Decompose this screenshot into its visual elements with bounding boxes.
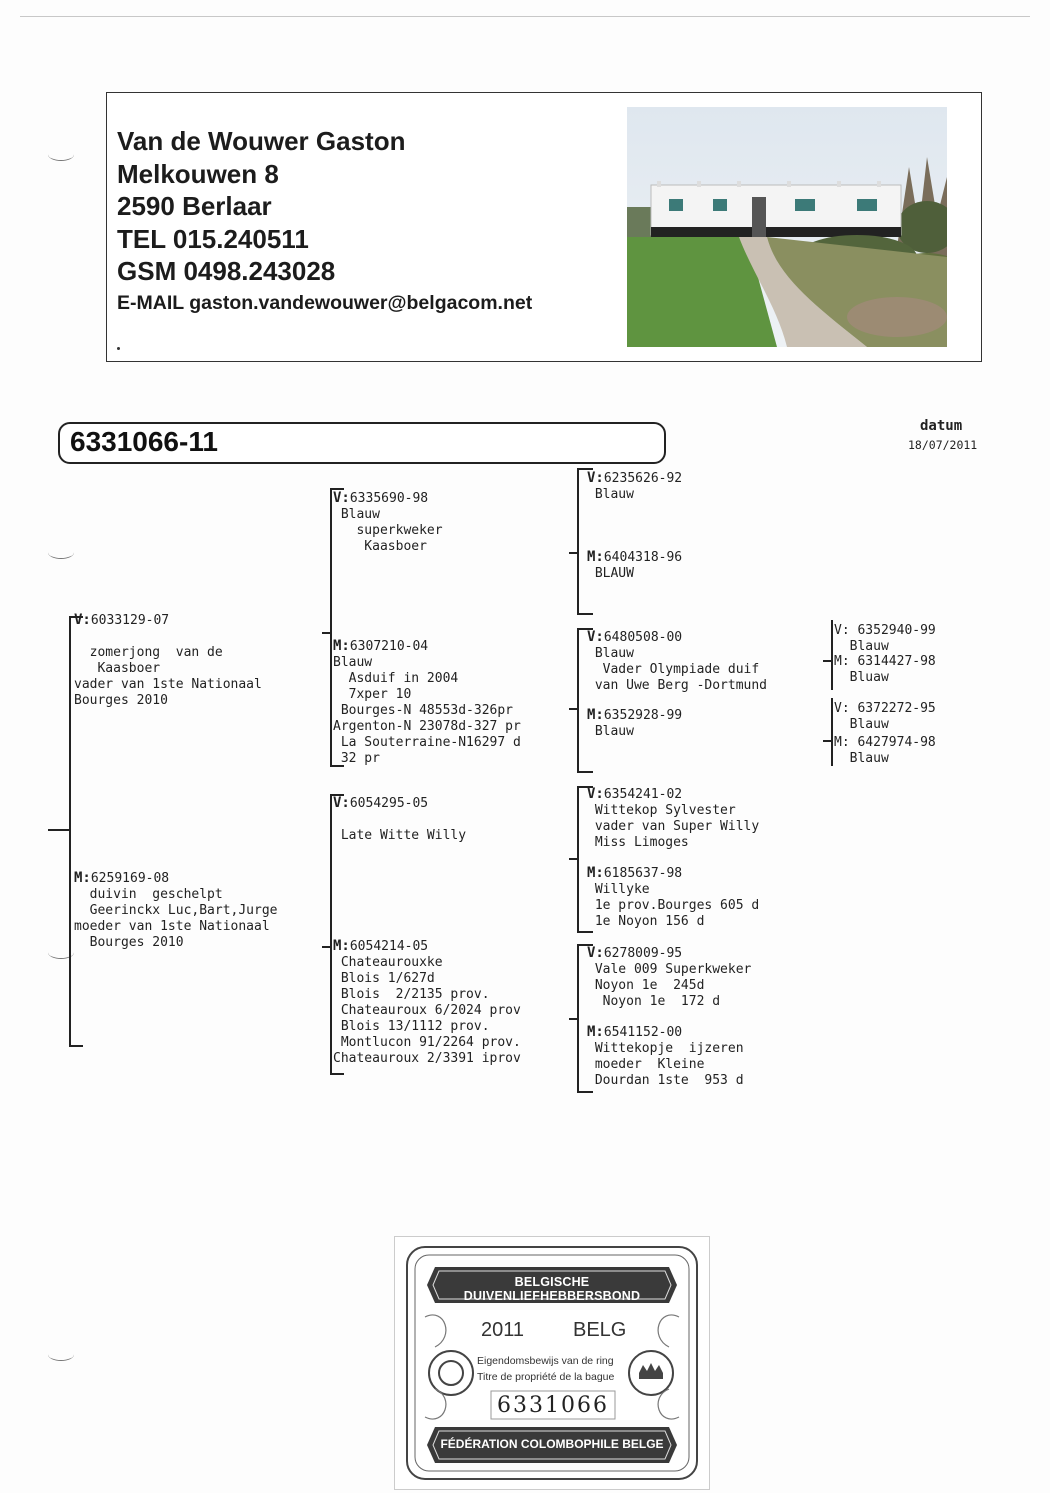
punch-hole <box>48 546 74 559</box>
punch-hole <box>48 1348 74 1361</box>
connector <box>322 632 331 634</box>
pedigree-grandmother-paternal: M:6307210-04 Blauw Asduif in 2004 7xper 10 Bourges-N 48553d-326pr Argenton-N 23078d-327 pr La Souterraine-N16297 d 32 pr <box>333 638 521 766</box>
owner-email: E-MAIL gaston.vandewouwer@belgacom.net <box>117 291 533 314</box>
owner-address <box>117 125 532 318</box>
pedigree-gen4-1: V: 6352940-99 Blauw <box>834 623 936 654</box>
pedigree-ggf-3: V:6354241-02 Wittekop Sylvester vader van Super Willy Miss Limoges <box>587 786 760 850</box>
connector <box>330 794 332 1074</box>
card-top-banner: BELGISCHE DUIVENLIEFHEBBERSBOND <box>463 1275 641 1303</box>
connector <box>823 660 832 662</box>
connector <box>569 1018 578 1020</box>
connector <box>569 858 578 860</box>
connector <box>577 468 579 614</box>
pedigree-mother: M:6259169-08 duivin geschelpt Geerinckx Luc,Bart,Jurge moeder van 1ste Nationaal Bourges 2010 <box>74 870 278 950</box>
card-year: 2011 <box>481 1319 525 1341</box>
pedigree-grandfather-maternal: V:6054295-05 Late Witte Willy <box>333 795 467 843</box>
pedigree-ggm-2: M:6352928-99 Blauw <box>587 707 683 739</box>
connector <box>577 1091 593 1093</box>
owner-name: Van de Wouwer Gaston <box>117 126 406 156</box>
pedigree-grandfather-paternal: V:6335690-98 Blauw superkweker Kaasboer <box>333 490 443 554</box>
connector <box>823 740 832 742</box>
pedigree-ggf-1: V:6235626-92 Blauw <box>587 470 683 502</box>
card-country: BELG <box>573 1319 627 1341</box>
card-ring-number: 6331066 <box>497 1393 609 1418</box>
card-line-fr: Titre de propriété de la bague <box>477 1371 615 1383</box>
connector <box>831 620 833 690</box>
owner-city: 2590 Berlaar <box>117 191 272 221</box>
connector <box>569 708 578 710</box>
connector <box>330 1073 344 1075</box>
pedigree-ggm-4: M:6541152-00 Wittekopje ijzeren moeder Kleine Dourdan 1ste 953 d <box>587 1024 744 1088</box>
connector <box>577 613 593 615</box>
connector <box>69 1045 83 1047</box>
card-line-nl: Eigendomsbewijs van de ring <box>477 1355 614 1367</box>
connector <box>569 552 578 554</box>
owner-header <box>106 92 982 362</box>
top-rule <box>20 16 1030 17</box>
connector <box>48 829 70 831</box>
connector <box>831 698 833 766</box>
pedigree-gen4-2: M: 6314427-98 Bluaw <box>834 654 936 685</box>
datum-label: datum <box>920 418 963 434</box>
pedigree-ggm-3: M:6185637-98 Willyke 1e prov.Bourges 605 d 1e Noyon 156 d <box>587 865 760 929</box>
card-bottom-banner: FÉDÉRATION COLOMBOPHILE BELGE <box>440 1437 664 1451</box>
loft-photo <box>627 107 947 347</box>
datum-value: 18/07/2011 <box>908 438 978 452</box>
pedigree-ggf-4: V:6278009-95 Vale 009 Superkweker Noyon 1e 245d Noyon 1e 172 d <box>587 945 752 1009</box>
connector <box>577 931 593 933</box>
pedigree-ggf-2: V:6480508-00 Blauw Vader Olympiade duif van Uwe Berg -Dortmund <box>587 629 768 693</box>
pedigree-grandmother-maternal: M:6054214-05 Chateaurouxke Blois 1/627d Blois 2/2135 prov. Chateauroux 6/2024 prov Blois 13/1112 prov. Montlucon 91/2264 prov. Chateauroux 2/3391 iprov <box>333 938 521 1066</box>
connector <box>330 488 332 766</box>
pedigree-ggm-1: M:6404318-96 BLAUW <box>587 549 683 581</box>
connector <box>322 946 331 948</box>
ring-number: 6331066-11 <box>70 426 218 457</box>
pedigree-gen4-3: V: 6372272-95 Blauw <box>834 701 936 732</box>
pedigree-gen4-4: M: 6427974-98 Blauw <box>834 735 936 766</box>
pedigree-father: V:6033129-07 zomerjong van de Kaasboer vader van 1ste Nationaal Bourges 2010 <box>74 612 262 708</box>
connector <box>577 628 579 772</box>
punch-hole <box>48 148 74 161</box>
owner-gsm: GSM 0498.243028 <box>117 256 336 286</box>
connector <box>69 616 71 1046</box>
owner-tel: TEL 015.240511 <box>117 223 309 254</box>
ring-ownership-card <box>394 1236 710 1490</box>
stray-dot <box>117 347 120 350</box>
owner-street: Melkouwen 8 <box>117 158 279 189</box>
ring-number-bar <box>58 422 666 464</box>
connector <box>577 771 593 773</box>
